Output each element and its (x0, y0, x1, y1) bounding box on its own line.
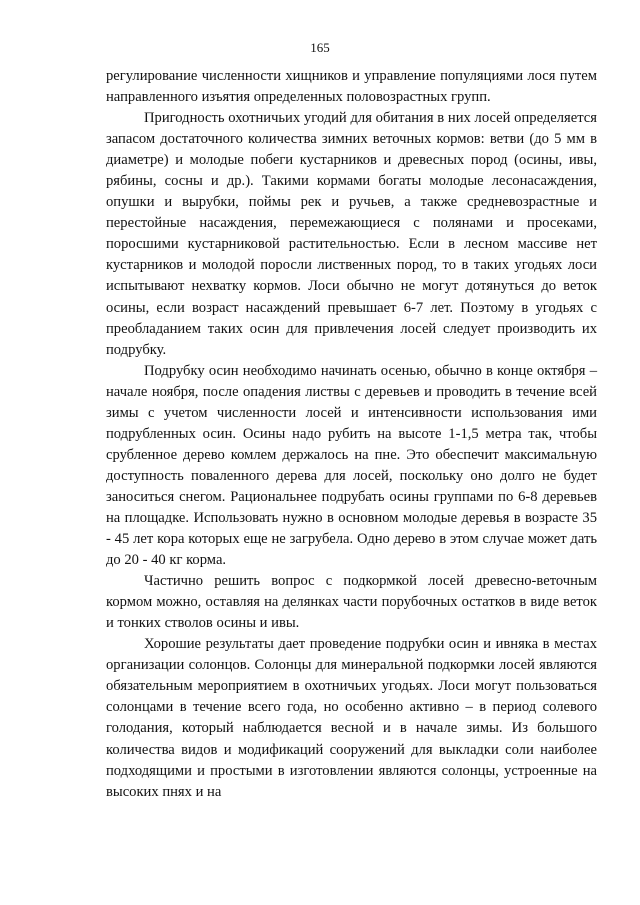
page-number: 165 (310, 40, 330, 55)
paragraph-5: Хорошие результаты дает проведение подрубки осин и ивняка в местах организации солонцов. Солонцы для минеральной подкормки лосей являются обязательным мероприятием в охотничьих угодьях. Лоси могут пользоваться солонцами в течение всего года, но особенно активно – в период солевого голодания, который наблюдается весной и в начале зимы. Из большого количества видов и модификаций сооружений для выкладки соли наиболее подходящими и простыми в изготовлении являются солонцы, устроенные на высоких пнях и на (106, 636, 597, 800)
body-text (106, 66, 597, 803)
paragraph-1: регулирование численности хищников и управление популяциями лося путем направленного изъятия определенных половозрастных групп. (106, 68, 597, 106)
paragraph-2: Пригодность охотничьих угодий для обитания в них лосей определяется запасом достаточного количества зимних веточных кормов: ветви (до 5 мм в диаметре) и молодые побеги кустарников и древесных пород (осины, ивы, рябины, сосны и др.). Такими кормами богаты молодые лесонасаждения, опушки и вырубки, поймы рек и ручьев, а также средневозрастные и перестойные насаждения, перемежающиеся с полянами и просеками, поросшими кустарниковой растительностью. Если в лесном массиве нет кустарников и молодой поросли лиственных пород, то в таких угодьях лоси испытывают нехватку кормов. Лоси обычно не могут дотянуться до веток осины, если возраст насаждений превышает 6-7 лет. Поэтому в угодьях с преобладанием таких осин для привлечения лосей следует производить их подрубку. (106, 110, 597, 358)
paragraph-3: Подрубку осин необходимо начинать осенью, обычно в конце октября – начале ноября, после опадения листвы с деревьев и проводить в течение всей зимы с учетом численности лосей и интенсивности использования ими подрубленных осин. Осины надо рубить на высоте 1-1,5 метра так, чтобы срубленное дерево комлем держалось на пне. Это обеспечит максимальную доступность поваленного дерева для лосей, поскольку оно долго не будет заноситься снегом. Рациональнее подрубать осины группами по 6-8 деревьев на площадке. Использовать нужно в основном молодые деревья в возрасте 35 - 45 лет кора которых еще не загрубела. Одно дерево в этом случае может дать до 20 - 40 кг корма. (106, 362, 597, 569)
paragraph-4: Частично решить вопрос с подкормкой лосей древесно-веточным кормом можно, оставляя на делянках части порубочных остатков в виде веток и тонких стволов осины и ивы. (106, 573, 597, 632)
